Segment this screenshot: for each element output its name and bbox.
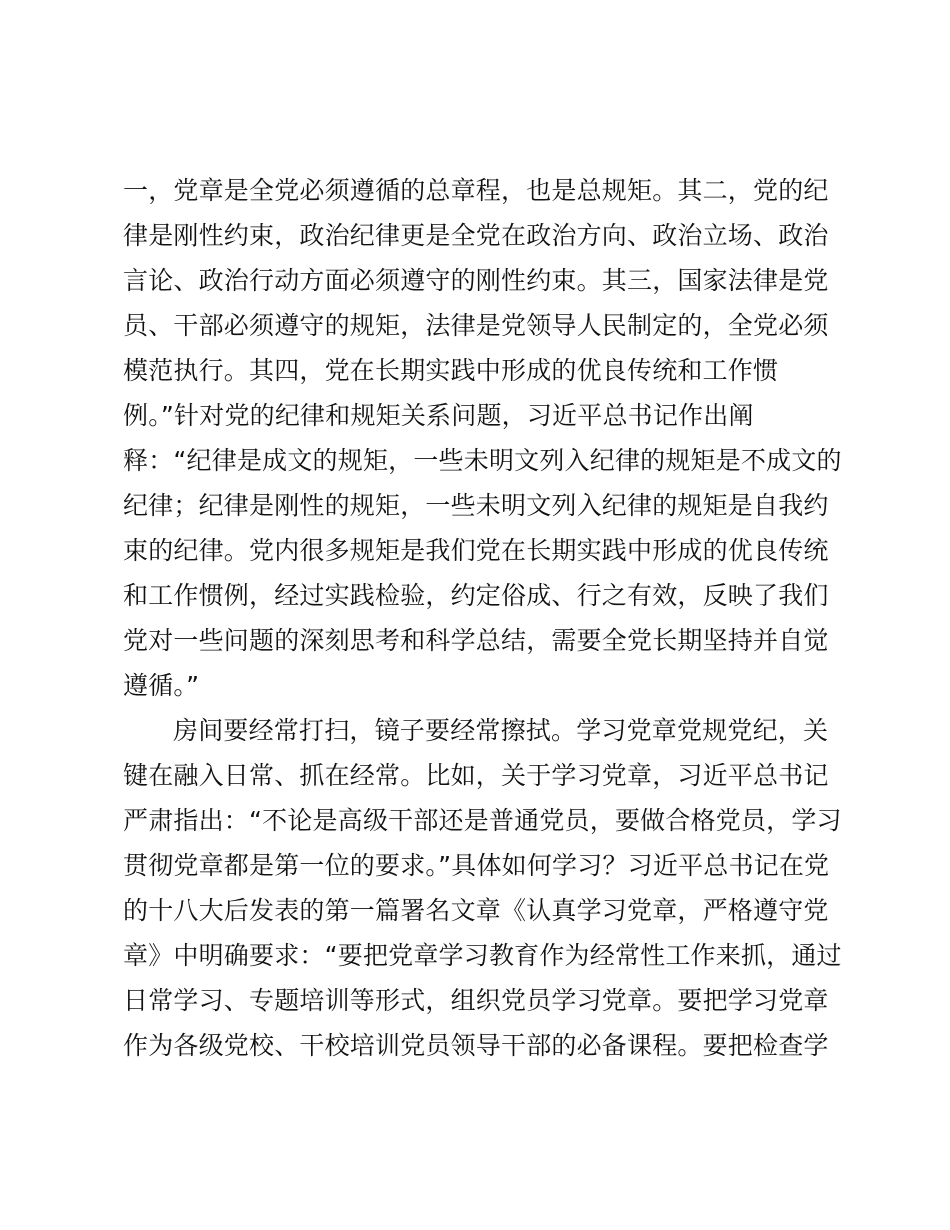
- text-line: 严肃指出：“不论是高级干部还是普通党员，要做合格党员，学习: [123, 806, 842, 835]
- text-line: 和工作惯例，经过实践检验，约定俗成、行之有效，反映了我们: [123, 581, 829, 610]
- text-line: 日常学习、专题培训等形式，组织党员学习党章。要把学习党章: [123, 986, 829, 1015]
- text-line: 言论、政治行动方面必须遵守的刚性约束。其三，国家法律是党: [123, 266, 829, 295]
- text-line: 例。”针对党的纪律和规矩关系问题，习近平总书记作出阐: [123, 401, 754, 430]
- paragraph-2: [123, 708, 843, 1068]
- text-line: 员、干部必须遵守的规矩，法律是党领导人民制定的，全党必须: [123, 311, 829, 340]
- text-line: 贯彻党章都是第一位的要求。”具体如何学习？习近平总书记在党: [123, 851, 830, 880]
- text-line: 章》中明确要求：“要把党章学习教育作为经常性工作来抓，通过: [123, 941, 842, 970]
- body-text: [123, 168, 843, 1068]
- text-line: 作为各级党校、干校培训党员领导干部的必备课程。要把检查学: [123, 1031, 829, 1060]
- text-line: 遵循。”: [123, 671, 200, 700]
- paragraph-1: [123, 168, 843, 708]
- text-line: 键在融入日常、抓在经常。比如，关于学习党章，习近平总书记: [123, 761, 829, 790]
- text-line: 一，党章是全党必须遵循的总章程，也是总规矩。其二，党的纪: [123, 176, 829, 205]
- text-line: 释：“纪律是成文的规矩，一些未明文列入纪律的规矩是不成文的: [123, 446, 842, 475]
- text-line: 的十八大后发表的第一篇署名文章《认真学习党章，严格遵守党: [123, 896, 829, 925]
- text-line: 模范执行。其四，党在长期实践中形成的优良传统和工作惯: [123, 356, 779, 385]
- text-line: 律是刚性约束，政治纪律更是全党在政治方向、政治立场、政治: [123, 221, 829, 250]
- text-line: 束的纪律。党内很多规矩是我们党在长期实践中形成的优良传统: [123, 536, 829, 565]
- text-line: 党对一些问题的深刻思考和科学总结，需要全党长期坚持并自觉: [123, 626, 829, 655]
- text-line: 纪律；纪律是刚性的规矩，一些未明文列入纪律的规矩是自我约: [123, 491, 829, 520]
- text-line: 房间要经常打扫，镜子要经常擦拭。学习党章党规党纪，关: [173, 716, 829, 745]
